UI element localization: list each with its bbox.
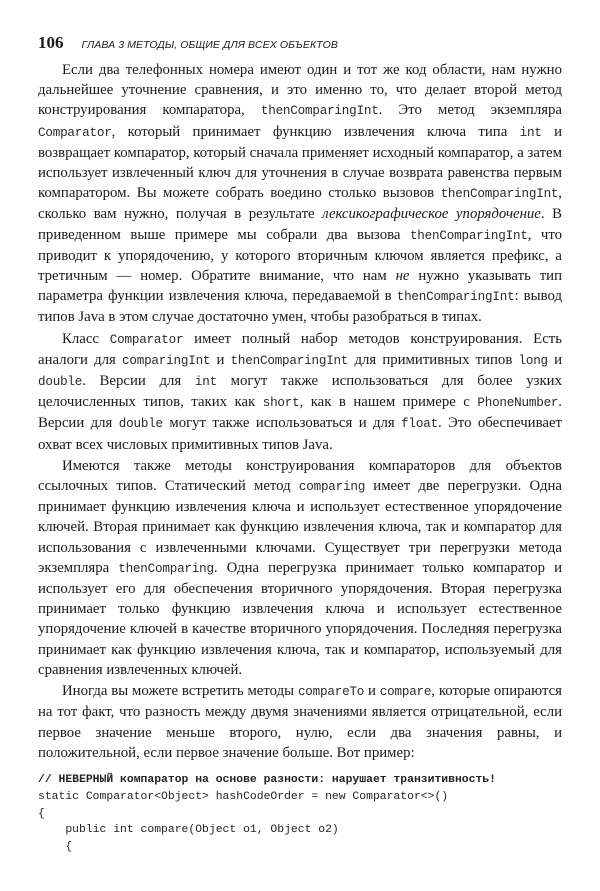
- code-listing: [38, 772, 562, 856]
- inline-code: thenComparingInt: [409, 228, 528, 243]
- inline-code: compare: [379, 685, 432, 700]
- inline-code: short: [262, 396, 300, 411]
- paragraph: [38, 681, 562, 763]
- code-line: static Comparator<Object> hashCodeOrder = new Comparator<>(): [38, 790, 449, 803]
- text-run: Иногда вы можете встретить методы: [62, 683, 298, 700]
- text-run: : вывод типов Java в этом случае достаточно умен, чтобы разобраться в типах.: [38, 288, 562, 326]
- text-run: . Это обеспечивает охват всех числовых примитивных типов Java.: [38, 415, 562, 453]
- inline-code: thenComparingInt: [230, 353, 349, 368]
- text-run: и: [364, 683, 380, 700]
- code-comment-line: // НЕВЕРНЫЙ компаратор на основе разности: нарушает транзитивность!: [38, 773, 496, 786]
- text-run: могут также использоваться для более узких целочисленных типов, таких как: [38, 373, 562, 411]
- inline-code: thenComparingInt: [260, 104, 379, 119]
- text-run: . В приведенном выше примере мы собрали два вызова: [38, 206, 562, 243]
- inline-code: double: [118, 417, 163, 432]
- text-run: , как в нашем примере с: [299, 394, 478, 411]
- text-run: могут также использоваться и для: [162, 415, 402, 432]
- text-run: Имеются также методы конструирования компараторов для объектов ссылочных типов. Статический метод: [38, 457, 562, 495]
- text-run: , которые опираются на тот факт, что разность между двумя значениями является отрицательной, если первое значение меньше второго, нулю, если два значения равны, и положительной, если первое значение больше. Вот пример:: [38, 683, 562, 761]
- inline-code: PhoneNumber: [477, 396, 559, 411]
- emphasis: лексикографическое упорядочение: [322, 206, 541, 223]
- inline-code: thenComparing: [118, 561, 214, 576]
- text-run: . Версии для: [82, 373, 195, 390]
- inline-code: Comparator: [109, 332, 184, 347]
- inline-code: thenComparingInt: [440, 187, 559, 202]
- paragraph: [38, 456, 562, 680]
- page-body: [38, 60, 562, 856]
- chapter-title: ГЛАВА 3 МЕТОДЫ, ОБЩИЕ ДЛЯ ВСЕХ ОБЪЕКТОВ: [81, 39, 338, 51]
- text-run: Если два телефонных номера имеют один и тот же код области, нам нужно дальнейшее уточнение сравнения, и это именно то, что делает второй метод конструирования компаратора,: [38, 62, 562, 119]
- inline-code: float: [401, 417, 438, 432]
- text-run: . Это метод экземпляра: [378, 102, 562, 119]
- code-line: {: [38, 841, 73, 854]
- inline-code: comparingInt: [122, 353, 211, 368]
- running-header: [38, 33, 578, 53]
- emphasis: не: [395, 268, 410, 285]
- text-run: . Одна перегрузка принимает только компаратор и использует его для обеспечения вторичного упорядочения. Вторая перегрузка принимает только функцию извлечения ключа и использует естественное упорядочение ключей в качестве вторичного упорядочения. Последняя перегрузка принимает как функцию извлечения ключа, так и компаратор, используемый для сравнения извлеченных ключей.: [38, 559, 562, 678]
- paragraph: [38, 60, 562, 328]
- text-run: и возвращает компаратор, который сначала применяет исходный компаратор, а затем использует извлеченный ключ для уточнения в случае возврата равенства первым компаратором. Вы можете собрать воедино столько вызовов: [38, 123, 562, 202]
- inline-code: Comparator: [38, 125, 112, 140]
- page-number: 106: [38, 33, 64, 52]
- text-run: и: [210, 351, 231, 368]
- text-run: имеет полный набор методов конструирования. Есть аналоги для: [38, 330, 563, 368]
- code-line: {: [38, 807, 45, 820]
- inline-code: compareTo: [297, 685, 365, 700]
- text-run: , что приводит к упорядочению, у которого вторичным ключом является префикс, а третичным — номер. Обратите внимание, что нам: [38, 226, 562, 285]
- text-run: для примитивных типов: [348, 351, 519, 368]
- inline-code: long: [518, 353, 548, 368]
- text-run: нужно указывать тип параметра функции извлечения ключа, передаваемой в: [38, 268, 562, 305]
- inline-code: int: [194, 375, 217, 390]
- text-run: имеет две перегрузки. Одна принимает функцию извлечения ключа и использует естественное упорядочение ключей. Вторая принимает как функцию извлечения ключа, так и компаратор для использования с извлеченными ключами. Существует три перегрузки метода экземпляра: [38, 478, 562, 576]
- inline-code: double: [38, 375, 83, 390]
- text-run: и: [547, 351, 562, 368]
- text-run: Класс: [62, 330, 110, 347]
- text-run: . Версии для: [38, 394, 562, 432]
- text-run: , который принимает функцию извлечения ключа типа: [111, 123, 520, 140]
- body-text: [38, 60, 562, 763]
- text-run: , сколько вам нужно, получая в результате: [38, 185, 562, 223]
- paragraph: [38, 329, 562, 455]
- inline-code: thenComparingInt: [396, 290, 515, 305]
- inline-code: int: [519, 125, 542, 140]
- code-line: public int compare(Object o1, Object o2): [38, 824, 339, 837]
- inline-code: comparing: [298, 480, 366, 495]
